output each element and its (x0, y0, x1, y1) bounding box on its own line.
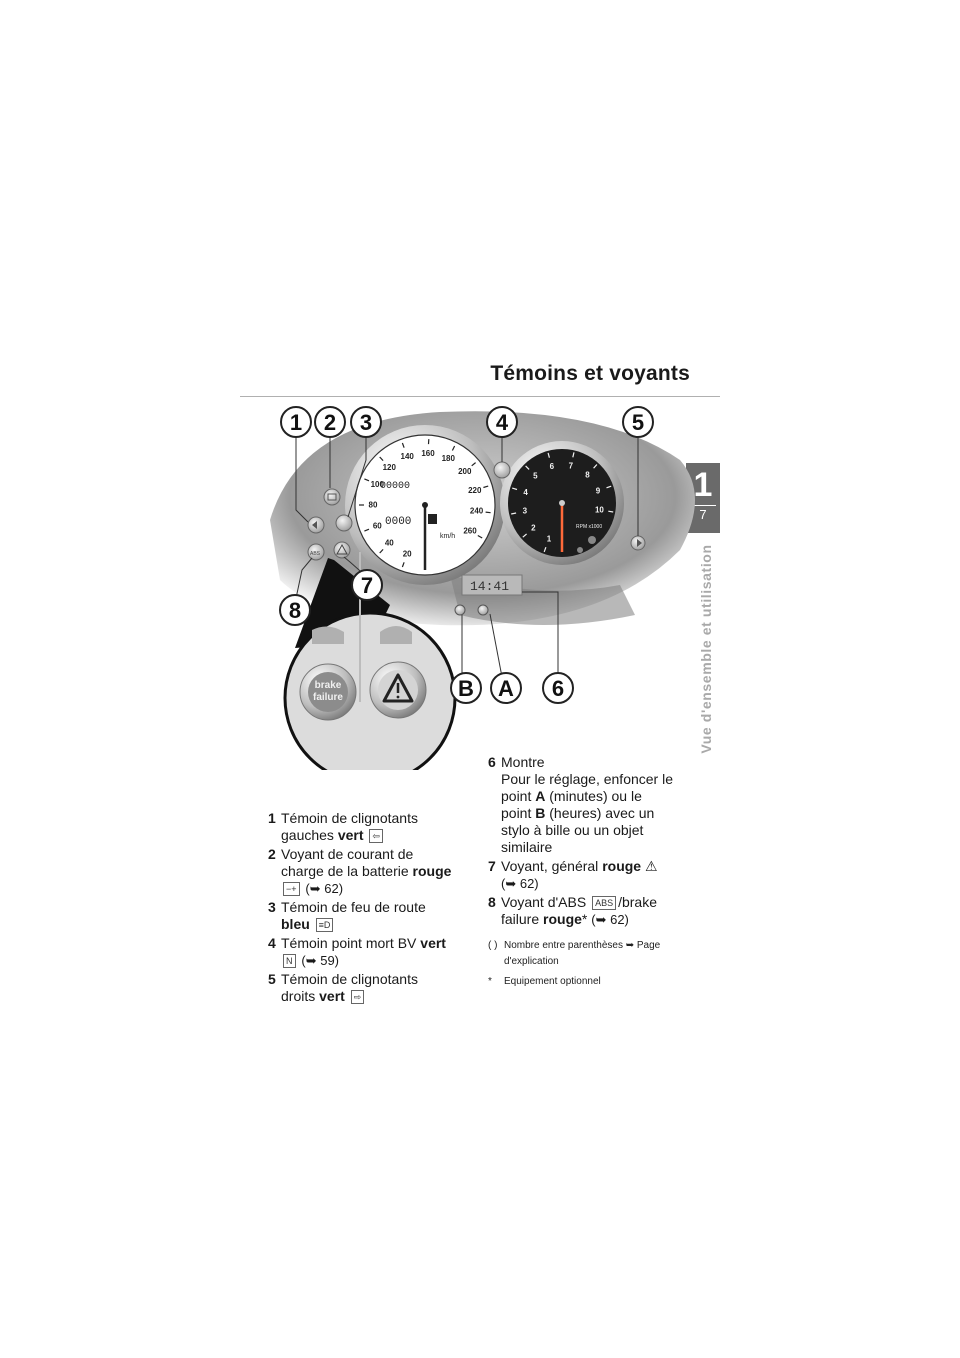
speedo-ticks-label: 120 (382, 462, 396, 472)
right-turn-symbol-icon: ⇨ (351, 990, 365, 1004)
callout-6 (543, 673, 573, 703)
neutral-symbol-icon: N (283, 954, 296, 968)
svg-text:4: 4 (495, 410, 509, 435)
svg-text:7: 7 (360, 573, 374, 598)
speedo-ticks-label: 80 (368, 500, 378, 510)
legend-left-column (268, 810, 478, 1007)
speedo-ticks-label: 20 (402, 549, 412, 559)
speedo-ticks-label: 160 (421, 448, 435, 458)
tacho-ticks-label: 6 (549, 462, 555, 472)
callout-5 (623, 407, 653, 437)
clock-time: 14:41 (470, 579, 510, 594)
speed-unit: km/h (440, 533, 456, 540)
tacho-ticks-label: 1 (546, 534, 552, 544)
callout-8 (280, 595, 310, 625)
speedo-ticks-label: 200 (458, 467, 472, 477)
tacho-ticks-label: 5 (533, 471, 538, 481)
svg-text:A: A (498, 676, 514, 701)
tachometer-hub (559, 500, 565, 506)
callout-a (491, 673, 521, 703)
speedo-ticks-label: 100 (370, 480, 384, 490)
trip-reset-icon (428, 514, 437, 524)
speedo-ticks-label: 140 (400, 451, 414, 461)
callout-7 (352, 570, 382, 600)
oil-lamp-icon (577, 547, 583, 553)
instrument-cluster-figure (240, 400, 720, 770)
legend-item-1: 1 Témoin de clignotants gauches vert ⇦ (268, 810, 418, 843)
speedo-ticks-label: 220 (468, 485, 482, 495)
tacho-ticks-label: 9 (595, 486, 601, 496)
svg-text:6: 6 (551, 676, 565, 701)
brake-label-line2: failure (312, 692, 344, 703)
tacho-unit: RPM x1000 (576, 524, 603, 530)
callout-2 (315, 407, 345, 437)
odometer: 00000 (380, 481, 411, 492)
warning-symbol-icon: ⚠ (644, 858, 658, 874)
tacho-ticks-label: 3 (522, 506, 528, 516)
legend-item-3: 3 Témoin de feu de route bleu ≡D (268, 899, 426, 932)
clock-button-b (455, 605, 465, 615)
legend-notes (488, 938, 688, 990)
callout-3 (351, 407, 381, 437)
svg-text:B: B (458, 676, 474, 701)
speedo-ticks-label: 60 (372, 521, 382, 531)
high-beam-lamp (336, 515, 352, 531)
fuel-lamp-icon (588, 536, 596, 544)
svg-text:2: 2 (323, 410, 337, 435)
brake-label-line1: brake (314, 680, 342, 691)
legend-item-4: 4 Témoin point mort BV vert N (➥ 59) (268, 935, 446, 968)
note-optional-equipment: * Equipement optionnel (488, 976, 601, 987)
legend-item-8: 8 Voyant d'ABS ABS /brake failure rouge* (➥ 62) (488, 894, 658, 927)
speedometer-hub (422, 502, 428, 508)
legend-item-5: 5 Témoin de clignotants droits vert ⇨ (268, 971, 418, 1004)
chapter-number: 1 (693, 466, 713, 504)
legend-item-2: 2 Voyant de courant de charge de la batterie rouge −+ (➥ 62) (268, 846, 452, 896)
title-divider (240, 396, 720, 397)
svg-text:ABS: ABS (310, 551, 321, 557)
legend-right-column (488, 754, 688, 994)
tacho-ticks-label: 8 (585, 470, 590, 480)
speedo-ticks-label: 40 (384, 538, 394, 548)
tacho-ticks-label: 10 (594, 505, 604, 515)
tripmeter: 0000 (385, 516, 412, 528)
speedo-ticks-tick (486, 512, 491, 513)
legend-item-6: 6 Montre Pour le réglage, enfoncer le point A (minutes) ou le point B (heures) avec un stylo à bille ou un objet similaire (488, 754, 673, 855)
tacho-ticks-label: 2 (531, 523, 536, 533)
left-turn-symbol-icon: ⇦ (369, 829, 383, 843)
svg-text:8: 8 (288, 598, 302, 623)
clock-button-a (478, 605, 488, 615)
abs-symbol-icon: ABS (592, 896, 616, 910)
svg-text:1: 1 (289, 410, 303, 435)
callout-1 (281, 407, 311, 437)
svg-text:3: 3 (359, 410, 373, 435)
tacho-ticks-label: 4 (523, 487, 528, 497)
chapter-side-label: Vue d'ensemble et utilisation (698, 544, 714, 754)
speedo-ticks-label: 180 (441, 454, 455, 464)
battery-lamp (324, 489, 340, 505)
page-number: 7 (699, 507, 707, 522)
callout-4 (487, 407, 517, 437)
high-beam-symbol-icon: ≡D (316, 918, 334, 932)
callout-b (451, 673, 481, 703)
legend-item-7: 7 Voyant, général rouge ⚠ (➥ 62) (488, 858, 658, 891)
tacho-ticks-tick (608, 511, 613, 512)
tacho-ticks-label: 7 (568, 461, 574, 471)
speedo-ticks-label: 240 (469, 506, 484, 516)
svg-text:5: 5 (631, 410, 645, 435)
battery-symbol-icon: −+ (283, 882, 300, 896)
page-title: Témoins et voyants (490, 362, 690, 385)
neutral-lamp (494, 462, 510, 478)
speedo-ticks-label: 260 (463, 526, 477, 536)
note-page-reference: ( ) Nombre entre parenthèses ➥ Page d'explication (488, 940, 661, 967)
